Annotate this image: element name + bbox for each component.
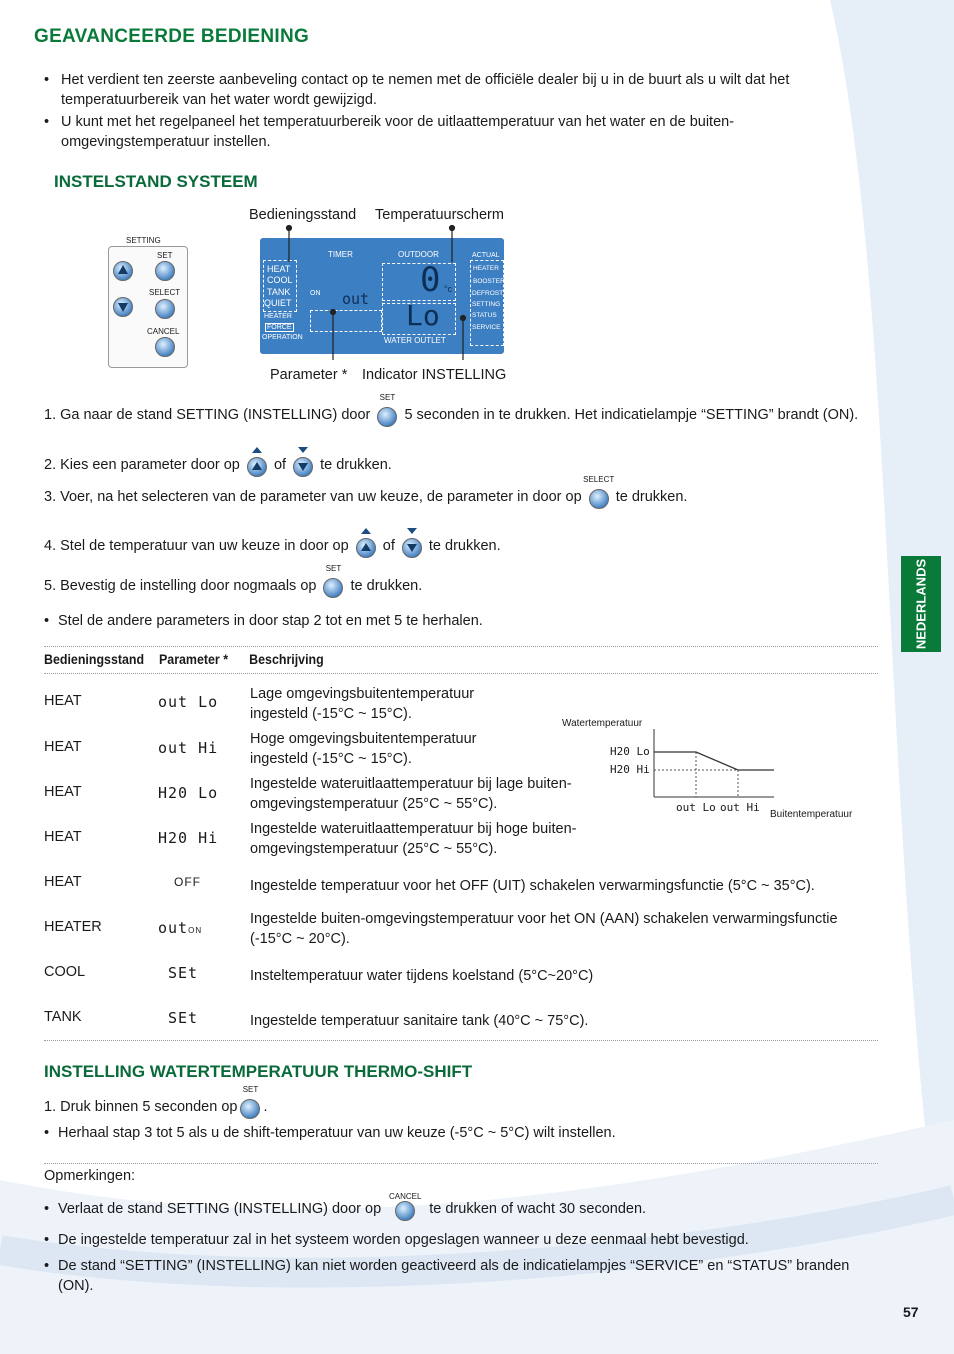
step-1: 1. Ga naar de stand SETTING (INSTELLING) door SET 5 seconden in te drukken. Het indicatielampje “SETTING” brandt (ON).: [44, 405, 858, 425]
lcd-heater: HEATER: [264, 313, 292, 320]
lcd-force: FORCE: [267, 324, 292, 331]
panel-setting-label: SETTING: [126, 236, 161, 245]
label-parameter: Parameter *: [270, 367, 348, 383]
label-indicator: Indicator INSTELLING: [362, 367, 507, 383]
graph-ytick-lo: H20 Lo: [610, 745, 650, 758]
step-2: 2. Kies een parameter door op of te drukken.: [44, 455, 392, 475]
lcd-timer: TIMER: [328, 250, 353, 259]
note-3: • De stand “SETTING” (INSTELLING) kan niet worden geactiveerd als de indicatielampjes “SERVICE” en “STATUS” branden (ON).: [44, 1258, 850, 1294]
lcd-r-setting: SETTING: [472, 301, 501, 308]
step-5: 5. Bevestig de instelling door nogmaals op SET te drukken.: [44, 576, 422, 596]
select-button-inline[interactable]: SELECT: [589, 487, 609, 507]
lcd-tank: TANK: [267, 287, 291, 297]
lcd-on: ON: [310, 290, 321, 297]
lcd-water-outlet: WATER OUTLET: [384, 336, 446, 345]
divider-3: [44, 1040, 878, 1041]
set-button-inline-2[interactable]: SET: [323, 576, 343, 596]
set-button-inline[interactable]: SET: [377, 405, 397, 425]
note-1: • Verlaat de stand SETTING (INSTELLING) door op CANCEL te drukken of wacht 30 seconden.: [44, 1199, 844, 1219]
down-button-inline[interactable]: [293, 455, 313, 475]
lcd-r-heater: HEATER: [473, 265, 499, 272]
graph-xtick-lo: out Lo: [676, 801, 716, 814]
lcd-actual: ACTUAL: [472, 252, 500, 259]
up-button-inline-2[interactable]: [356, 536, 376, 556]
graph-xlabel: Buitentemperatuur: [770, 809, 853, 820]
cancel-button-inline[interactable]: CANCEL: [395, 1199, 415, 1219]
lcd-digit-top: 0: [420, 260, 441, 300]
section-heading-thermo: INSTELLING WATERTEMPERATUUR THERMO-SHIFT: [44, 1062, 473, 1081]
steps-bullet: • Stel de andere parameters in door stap 2 tot en met 5 te herhalen.: [44, 613, 483, 629]
notes-title: Opmerkingen:: [44, 1168, 136, 1184]
page-title: GEAVANCEERDE BEDIENING: [34, 26, 310, 47]
up-button-inline[interactable]: [247, 455, 267, 475]
intro-bullet-1: • Het verdient ten zeerste aanbeveling contact op te nemen met de officiële dealer bij u in de buurt als u wilt dat het temperatuurbereik van het water wordt gewijzigd.: [44, 72, 790, 108]
step-4: 4. Stel de temperatuur van uw keuze in door op of te drukken.: [44, 536, 501, 556]
graph-ylabel: Watertemperatuur: [562, 718, 643, 729]
lcd-r-defrost: DEFROST: [472, 290, 504, 297]
graph-ytick-hi: H20 Hi: [610, 763, 650, 776]
panel-cancel-label: CANCEL: [147, 327, 180, 336]
section-heading-instelstand: INSTELSTAND SYSTEEM: [54, 172, 258, 191]
label-temperatuurscherm: Temperatuurscherm: [375, 207, 504, 223]
divider-1: [44, 646, 878, 647]
down-button-inline-2[interactable]: [402, 536, 422, 556]
lcd-r-service: SERVICE: [472, 324, 501, 331]
graph-xtick-hi: out Hi: [720, 801, 760, 814]
step-3: 3. Voer, na het selecteren van de parameter van uw keuze, de parameter in door op SELECT te drukken.: [44, 487, 687, 507]
set-button-inline-3[interactable]: SET: [240, 1097, 260, 1117]
lcd-digit-lo: Lo: [406, 299, 440, 332]
lcd-cool: COOL: [267, 275, 293, 285]
lcd-unit: °c: [444, 284, 453, 294]
panel-select-label: SELECT: [149, 288, 181, 297]
divider-2: [44, 673, 878, 674]
graph-lines: [640, 725, 780, 805]
lcd-quiet: QUIET: [264, 298, 292, 308]
lcd-r-status: STATUS: [472, 312, 497, 319]
lcd-outdoor: OUTDOOR: [398, 250, 439, 259]
page-number: 57: [903, 1304, 919, 1320]
divider-4: [44, 1163, 878, 1164]
panel-set-label: SET: [157, 251, 173, 260]
thermo-bullet: • Herhaal stap 3 tot 5 als u de shift-temperatuur van uw keuze (-5°C ~ 5°C) wilt instellen.: [44, 1125, 616, 1141]
lcd-digit-out: out: [342, 290, 370, 308]
diagram-leaders: [0, 0, 954, 400]
lcd-r-booster: BOOSTER: [473, 278, 505, 285]
label-bedieningsstand: Bedieningsstand: [249, 207, 357, 223]
lcd-operation: OPERATION: [262, 334, 303, 341]
intro-bullet-2: • U kunt met het regelpaneel het temperatuurbereik voor de uitlaattemperatuur van het water en de buiten-omgevingstemperatuur instellen.: [44, 114, 735, 150]
lcd-heat: HEAT: [267, 264, 291, 274]
note-2: • De ingestelde temperatuur zal in het systeem worden opgeslagen wanneer u deze eenmaal hebt bevestigd.: [44, 1232, 749, 1248]
language-side-tab: NEDERLANDS: [901, 556, 941, 652]
thermo-step-1: 1. Druk binnen 5 seconden op SET .: [44, 1097, 268, 1117]
